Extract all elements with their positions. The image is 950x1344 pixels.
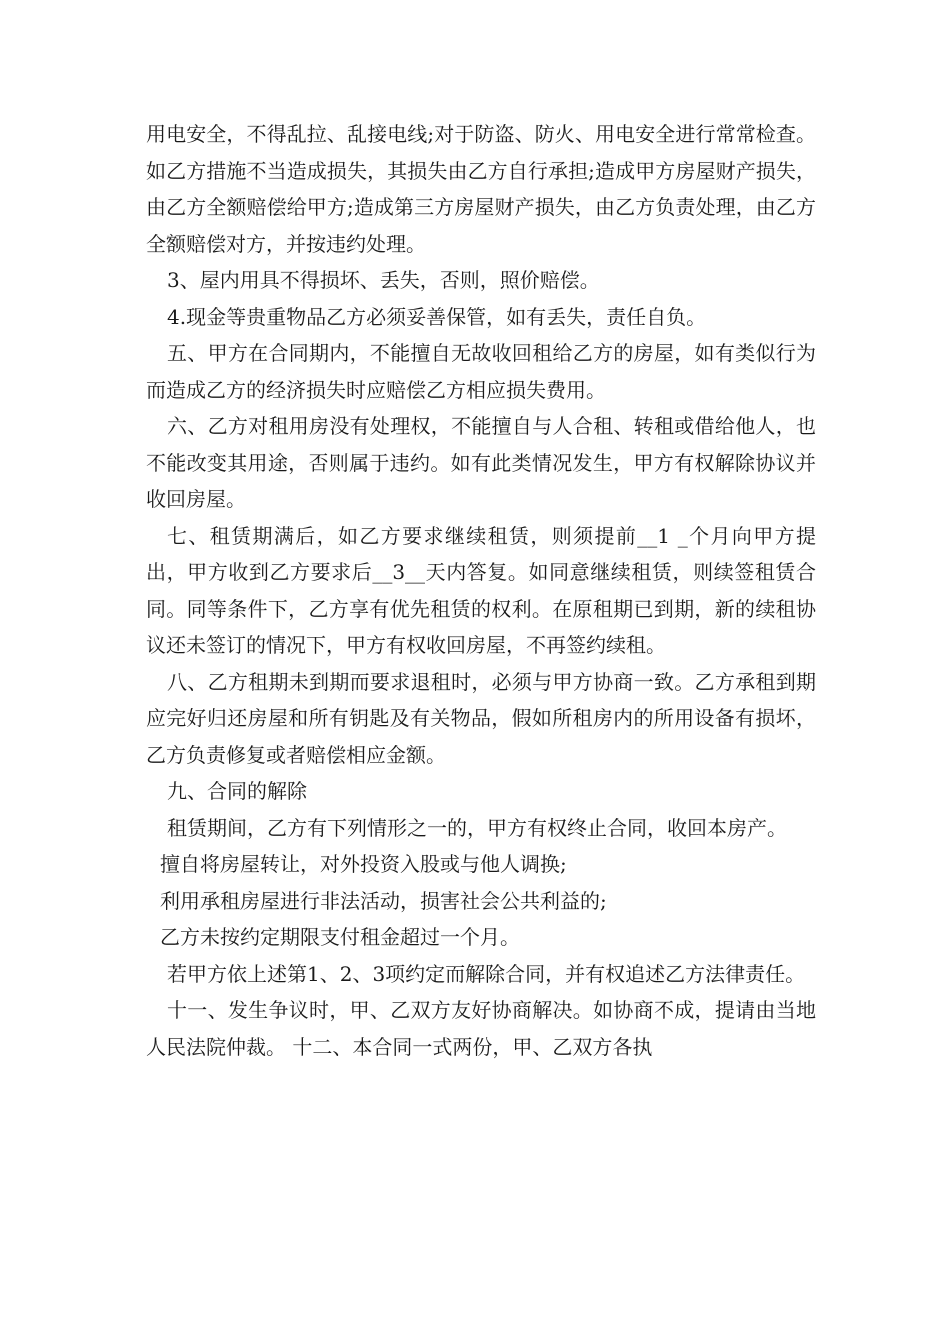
paragraph-electric-safety: 用电安全，不得乱拉、乱接电线;对于防盗、防火、用电安全进行常常检查。如乙方措施不当造成损失，其损失由乙方自行承担;造成甲方房屋财产损失，由乙方全额赔偿给甲方;造成第三方房屋财产损失，由乙方负责处理，由乙方全额赔偿对方，并按违约处理。 [146,122,816,256]
paragraph-item-3: 3、屋内用具不得损坏、丢失，否则，照价赔偿。 [167,268,600,292]
paragraph-clause-8: 八、乙方租期未到期而要求退租时，必须与甲方协商一致。乙方承租到期应完好归还房屋和所有钥匙及有关物品，假如所租房内的所用设备有损坏，乙方负责修复或者赔偿相应金额。 [146,669,816,767]
paragraph-clause-11-12: 十一、发生争议时，甲、乙双方友好协商解决。如协商不成，提请由当地人民法院仲裁。 十二、本合同一式两份，甲、乙双方各执 [146,998,816,1059]
paragraph-condition-illegal: 利用承租房屋进行非法活动，损害社会公共利益的; [160,888,607,913]
document-body [146,116,816,1065]
paragraph-clause-7: 七、租赁期满后，如乙方要求继续租赁，则须提前__1 _个月向甲方提出，甲方收到乙方要求后__3__天内答复。如同意继续租赁，则续签租赁合同。同等条件下，乙方享有优先租赁的权利。在原租期已到期，新的续租协议还未签订的情况下，甲方有权收回房屋，不再签约续租。 [146,523,816,657]
paragraph-clause-5: 五、甲方在合同期内，不能擅自无故收回租给乙方的房屋，如有类似行为而造成乙方的经济损失时应赔偿乙方相应损失费用。 [146,341,816,402]
paragraph-item-4: 4.现金等贵重物品乙方必须妥善保管，如有丢失，责任自负。 [167,304,707,329]
paragraph-termination-conditions: 租赁期间，乙方有下列情形之一的，甲方有权终止合同，收回本房产。 [167,815,787,840]
paragraph-clause-6: 六、乙方对租用房没有处理权，不能擅自与人合租、转租或借给他人，也不能改变其用途，否则属于违约。如有此类情况发生，甲方有权解除协议并收回房屋。 [146,414,816,511]
paragraph-clause-9-heading: 九、合同的解除 [167,779,307,803]
paragraph-condition-transfer: 擅自将房屋转让，对外投资入股或与他人调换; [160,852,567,876]
paragraph-condition-overdue-rent: 乙方未按约定期限支付租金超过一个月。 [160,925,520,949]
paragraph-liability: 若甲方依上述第1、2、3项约定而解除合同，并有权追述乙方法律责任。 [167,961,806,986]
